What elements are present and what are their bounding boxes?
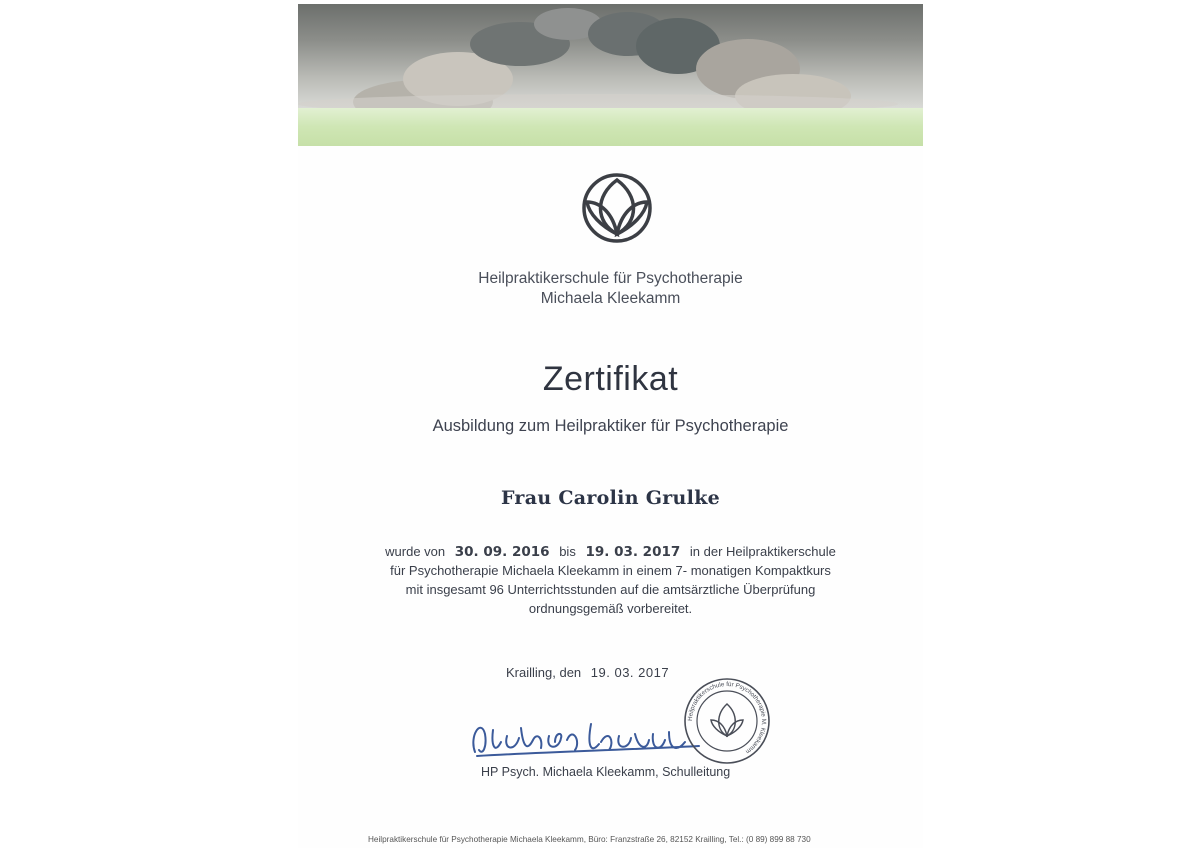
school-name-line2: Michaela Kleekamm [540,290,681,307]
stones-banner-image [298,4,923,108]
signer-name: HP Psych. Michaela Kleekamm, Schulleitung [481,765,731,779]
recipient-name: Frau Carolin Grulke [500,487,721,509]
stamp-text: Heilpraktikerschule für Psychotherapie M. Kleekamm [686,680,768,756]
body-line-1 [298,544,923,560]
official-stamp-seal [682,676,772,766]
place-date [506,665,669,680]
certificate-subtitle: Ausbildung zum Heilpraktiker für Psychotherapie [432,417,789,435]
svg-text:Heilpraktikerschule für Psycho [687,681,767,755]
certificate-page [298,4,923,848]
certificate-title: Zertifikat [542,360,679,398]
footer-address: Heilpraktikerschule für Psychotherapie Michaela Kleekamm, Büro: Franzstraße 26, 82152 Krailling, Tel.: (0 89) 899 88 730 [368,835,811,844]
issue-date: 19. 03. 2017 [590,665,670,680]
body-line1-suffix: in der Heilpraktikerschule [689,544,836,559]
school-name-line1: Heilpraktikerschule für Psychotherapie [478,270,743,287]
date-from: 30. 09. 2016 [454,544,550,560]
date-to: 19. 03. 2017 [585,544,681,560]
body-line-2: für Psychotherapie Michaela Kleekamm in einem 7- monatigen Kompaktkurs [390,563,831,578]
body-line-3: mit insgesamt 96 Unterrichtsstunden auf die amtsärztliche Überprüfung [405,582,816,597]
body-to-word: bis [559,544,576,559]
stones-illustration [298,4,923,108]
issue-place: Krailling, den [506,665,582,680]
body-prefix: wurde von [385,544,446,559]
green-band [298,108,923,146]
handwritten-signature [463,706,708,766]
lotus-logo-icon [581,172,653,244]
body-line-4: ordnungsgemäß vorbereitet. [528,601,693,616]
